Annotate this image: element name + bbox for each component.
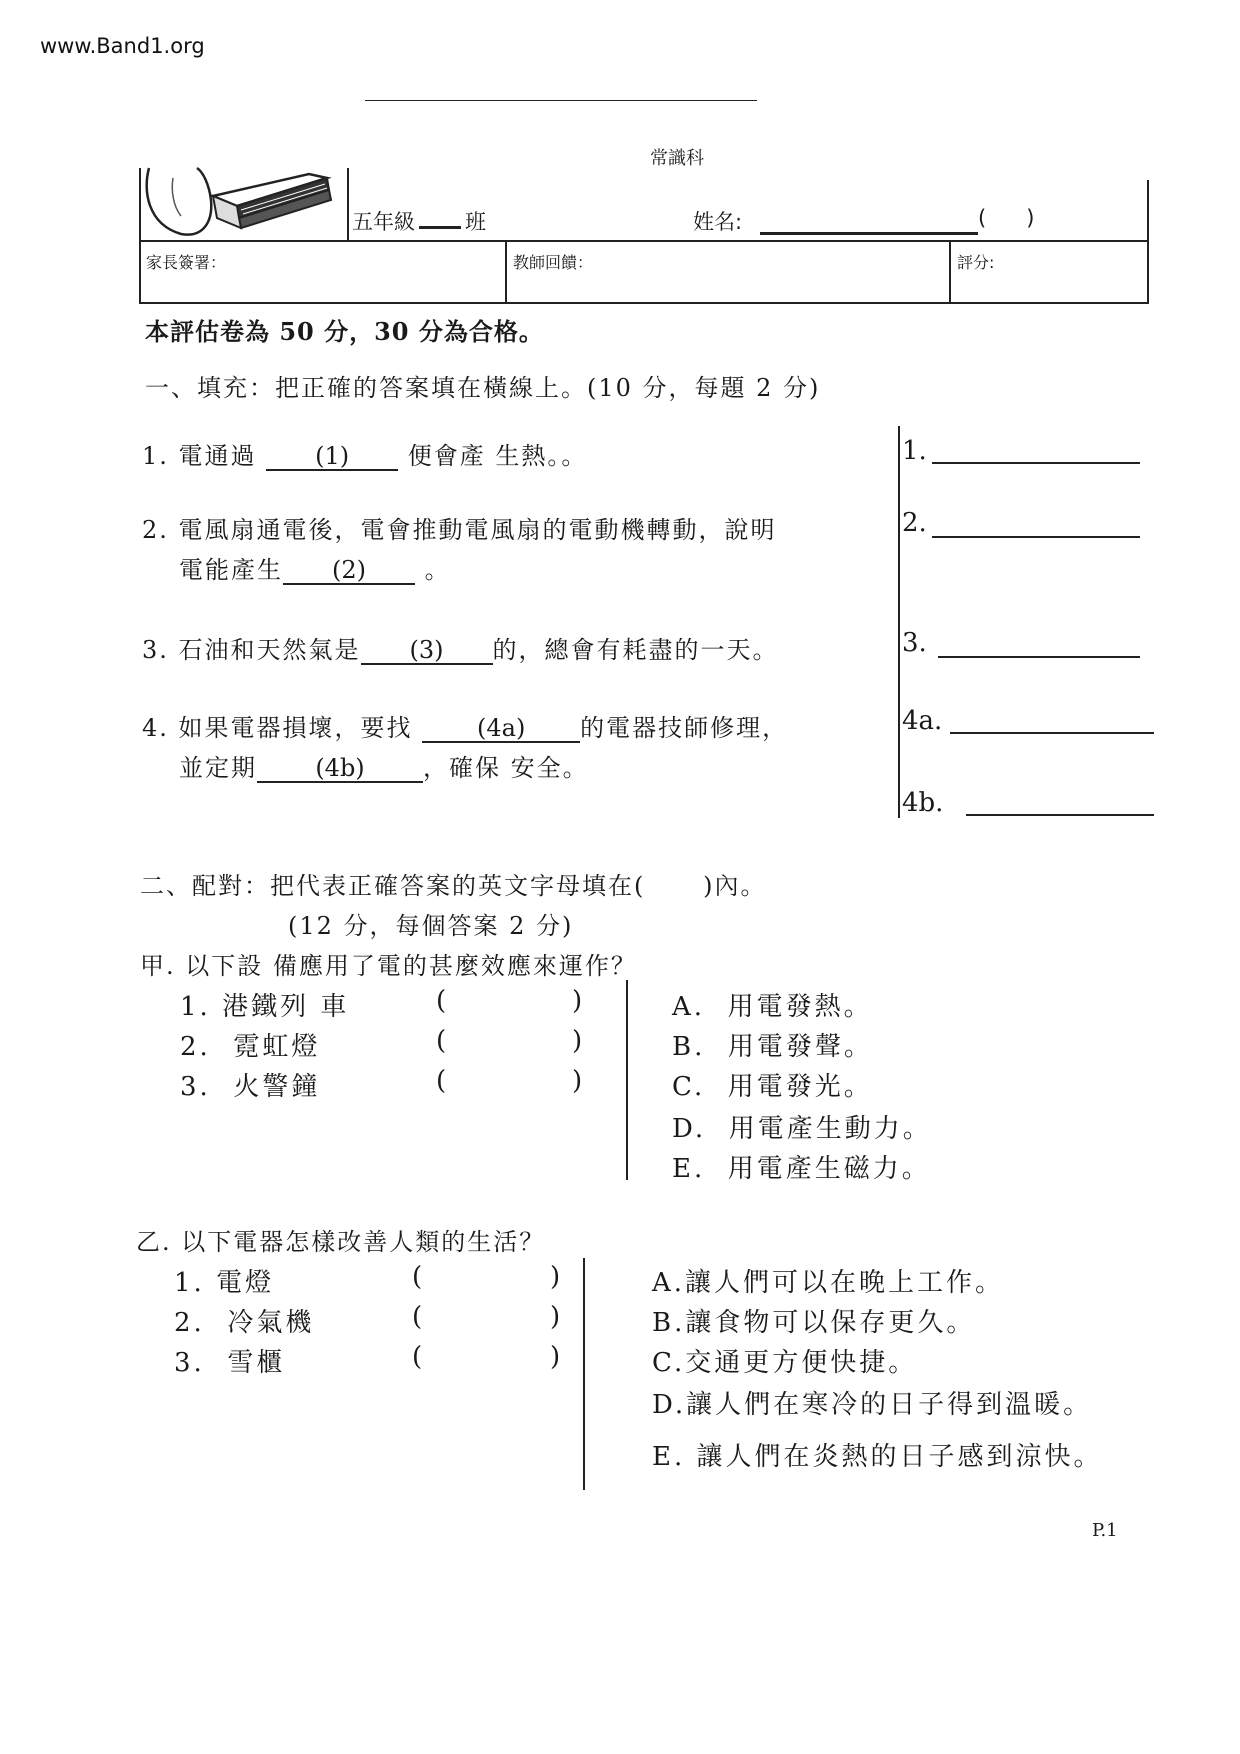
grade-field <box>352 206 486 236</box>
name-input-line[interactable] <box>760 232 978 235</box>
part-b-answer-2-close[interactable]: ) <box>550 1302 561 1332</box>
part-a-option-a: A. 用電發熱。 <box>672 992 873 1022</box>
blank-2: (2) <box>283 558 415 585</box>
part-a-answer-3-close[interactable]: ) <box>572 1066 583 1096</box>
answer-line-4a[interactable] <box>950 732 1154 734</box>
answer-line-3[interactable] <box>938 656 1140 658</box>
answer-label-4a: 4a. <box>902 706 943 736</box>
part-b-answer-3-open[interactable]: ( <box>412 1342 423 1372</box>
answer-label-3: 3. <box>902 628 927 658</box>
part-b-answer-2-open[interactable]: ( <box>412 1302 423 1332</box>
class-blank[interactable] <box>419 226 461 229</box>
part-a-answer-2-open[interactable]: ( <box>436 1026 447 1056</box>
question-4-line2: 並定期 (4b) ，確保 安全。 <box>179 754 589 782</box>
answer-line-1[interactable] <box>932 462 1140 464</box>
grade-label: 五年級 <box>352 210 415 234</box>
class-label: 班 <box>465 210 486 234</box>
part-b-option-c: C.交通更方便快捷。 <box>652 1348 918 1378</box>
part-a-item-2: 2. 霓虹燈 <box>180 1032 321 1062</box>
top-rule <box>365 100 757 101</box>
question-2-line2: 電能產生 (2) 。 <box>179 556 451 584</box>
answer-label-4b: 4b. <box>902 788 944 818</box>
part-a-option-e: E. 用電產生磁力。 <box>672 1154 931 1184</box>
answer-line-4b[interactable] <box>966 814 1154 816</box>
score-label: 評分: <box>957 253 995 272</box>
part-b-item-2: 2. 冷氣機 <box>174 1308 315 1338</box>
apple-books-logo <box>141 166 346 238</box>
part-a-item-1: 1. 港鐵列 車 <box>180 992 350 1022</box>
answer-label-1: 1. <box>902 436 927 466</box>
blank-1: (1) <box>266 444 398 471</box>
part-b-option-d: D.讓人們在寒冷的日子得到溫暖。 <box>652 1390 1093 1420</box>
part-b-option-e: E. 讓人們在炎熱的日子感到涼快。 <box>652 1442 1103 1472</box>
question-4-line1: 4. 如果電器損壞，要找 (4a) 的電器技師修理， <box>142 714 789 742</box>
part-a-answer-1-close[interactable]: ) <box>572 986 583 1016</box>
page-number: P.1 <box>1092 1520 1118 1541</box>
part-a-answer-2-close[interactable]: ) <box>572 1026 583 1056</box>
name-label: 姓名: <box>693 210 743 234</box>
part-a-option-d: D. 用電產生動力。 <box>672 1114 932 1144</box>
part-b-answer-3-close[interactable]: ) <box>550 1342 561 1372</box>
question-2-line1: 2. 電風扇通電後，電會推動電風扇的電動機轉動，說明 <box>142 516 777 544</box>
part-a-answer-3-open[interactable]: ( <box>436 1066 447 1096</box>
question-3: 3. 石油和天然氣是 (3) 的，總會有耗盡的一天。 <box>142 636 779 664</box>
question-1: 1. 電通過 (1) 便會產 生熱。。 <box>142 442 588 470</box>
teacher-feedback-label: 教師回饋： <box>513 253 594 272</box>
part-a-divider <box>626 980 628 1180</box>
part-a-option-c: C. 用電發光。 <box>672 1072 873 1102</box>
part-b-item-3: 3. 雪櫃 <box>174 1348 286 1378</box>
watermark-text: www.Band1.org <box>40 34 205 58</box>
part-a-answer-1-open[interactable]: ( <box>436 986 447 1016</box>
part-b-question: 乙. 以下電器怎樣改善人類的生活？ <box>136 1228 546 1256</box>
section1-title: 一、填充：把正確的答案填在橫線上。(10 分，每題 2 分) <box>145 374 821 402</box>
part-a-option-b: B. 用電發聲。 <box>672 1032 873 1062</box>
class-number-paren[interactable]: ( ) <box>978 206 1035 230</box>
part-b-item-1: 1. 電燈 <box>174 1268 275 1298</box>
answer-label-2: 2. <box>902 508 927 538</box>
part-b-answer-1-open[interactable]: ( <box>412 1262 423 1292</box>
part-a-question: 甲. 以下設 備應用了電的甚麼效應來運作？ <box>140 952 637 980</box>
blank-4a: (4a) <box>422 716 580 743</box>
assessment-intro: 本評估卷為 50 分，30 分為合格。 <box>145 317 544 346</box>
answer-column-divider <box>898 426 900 818</box>
parent-signature-label: 家長簽署： <box>146 253 227 272</box>
blank-4b: (4b) <box>257 756 423 783</box>
part-b-option-b: B.讓食物可以保存更久。 <box>652 1308 976 1338</box>
subject-title: 常識科 <box>650 148 704 169</box>
blank-3: (3) <box>361 638 493 665</box>
part-b-option-a: A.讓人們可以在晚上工作。 <box>652 1268 1005 1298</box>
part-b-answer-1-close[interactable]: ) <box>550 1262 561 1292</box>
section2-title: 二、配對：把代表正確答案的英文字母填在( )內。 <box>140 872 767 900</box>
section2-marks: (12 分，每個答案 2 分) <box>288 912 574 940</box>
part-a-item-3: 3. 火警鐘 <box>180 1072 321 1102</box>
answer-line-2[interactable] <box>932 536 1140 538</box>
part-b-divider <box>583 1258 585 1490</box>
